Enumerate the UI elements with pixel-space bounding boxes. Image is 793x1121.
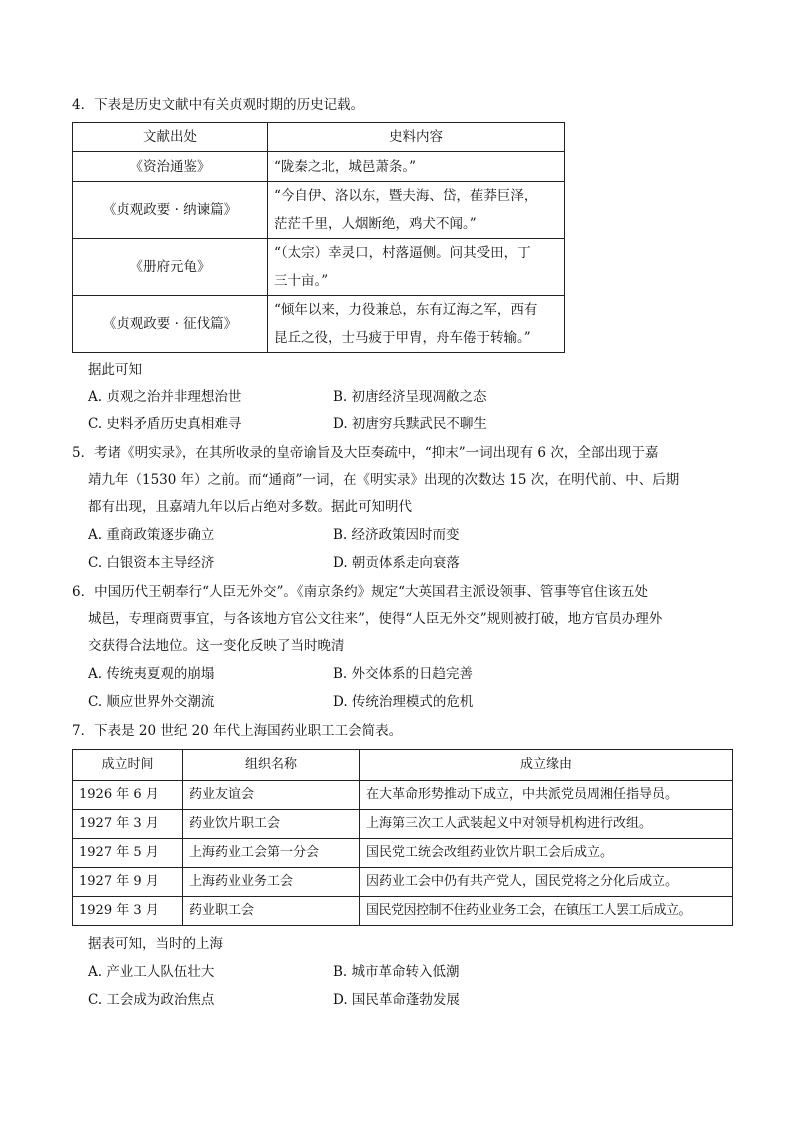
table-row [73, 897, 733, 926]
q6-option-a[interactable]: A. 传统夷夏观的崩塌 [88, 666, 215, 682]
q4-source-cell: 《资治通鉴》 [73, 152, 268, 182]
q7-date-cell: 1929 年 3 月 [73, 897, 183, 926]
q5-text-line: 5．考诸《明实录》，在其所收录的皇帝谕旨及大臣奏疏中，“抑末”一词出现有 6 次，全部出现于嘉 [72, 445, 659, 461]
q5-option-d[interactable]: D. 朝贡体系走向衰落 [333, 555, 460, 571]
q4-header-content: 史料内容 [268, 123, 565, 152]
q4-content-cell [268, 239, 565, 296]
table-row [73, 152, 565, 182]
q7-reason-cell: 国民党因控制不住药业业务工会，在镇压工人罢工后成立。 [360, 897, 733, 926]
q4-content-line: 茫茫千里，人烟断绝，鸡犬不闻。” [274, 216, 477, 232]
q4-content-cell [268, 296, 565, 353]
table-row [73, 839, 733, 868]
q4-content-line: 昆丘之役，士马疲于甲胄，舟车倦于转输。” [274, 330, 531, 346]
q7-reason-cell: 国民党工统会改组药业饮片职工会后成立。 [360, 839, 733, 868]
table-row [73, 781, 733, 810]
q5-text-line: 靖九年（1530 年）之前。而“通商”一词，在《明实录》出现的次数达 15 次，在明代前、中、后期 [88, 472, 680, 488]
q4-content-line: “（太宗）幸灵口，村落逼侧。问其受田，丁 [274, 245, 531, 261]
q7-name-cell: 药业饮片职工会 [183, 810, 360, 839]
q5-text-line: 都有出现，且嘉靖九年以后占绝对多数。据此可知明代 [88, 499, 412, 515]
q7-date-cell: 1926 年 6 月 [73, 781, 183, 810]
q7-option-c[interactable]: C. 工会成为政治焦点 [88, 992, 215, 1008]
q7-name-cell: 药业职工会 [183, 897, 360, 926]
table-row [73, 182, 565, 239]
q7-date-cell: 1927 年 5 月 [73, 839, 183, 868]
q6-text-line: 交获得合法地位。这一变化反映了当时晚清 [88, 638, 345, 654]
q7-option-a[interactable]: A. 产业工人队伍壮大 [88, 964, 215, 980]
q6-option-b[interactable]: B. 外交体系的日趋完善 [333, 666, 474, 682]
q5-option-c[interactable]: C. 白银资本主导经济 [88, 555, 215, 571]
q4-content-line: 三十亩。” [274, 273, 329, 289]
q7-option-b[interactable]: B. 城市革命转入低潮 [333, 964, 460, 980]
q4-content-line: “倾年以来，力役兼总，东有辽海之军，西有 [274, 302, 538, 318]
q5-option-b[interactable]: B. 经济政策因时而变 [333, 527, 460, 543]
table-row [73, 810, 733, 839]
q4-header-source: 文献出处 [73, 123, 268, 152]
q6-option-c[interactable]: C. 顺应世界外交潮流 [88, 694, 215, 710]
q7-header-name: 组织名称 [183, 750, 360, 781]
q5-option-a[interactable]: A. 重商政策逐步确立 [88, 527, 215, 543]
q7-header-reason: 成立缘由 [360, 750, 733, 781]
q7-reason-cell: 因药业工会中仍有共产党人，国民党将之分化后成立。 [360, 868, 733, 897]
q4-option-c[interactable]: C. 史料矛盾历史真相难寻 [88, 416, 242, 432]
q4-content-line: “陇秦之北，城邑萧条。” [274, 158, 417, 175]
q6-text-line: 6．中国历代王朝奉行“人臣无外交”。《南京条约》规定“大英国君主派设领事、管事等官住该五处 [72, 584, 649, 600]
q4-source-cell: 《册府元龟》 [73, 239, 268, 296]
q7-name-cell: 上海药业业务工会 [183, 868, 360, 897]
q7-date-cell: 1927 年 9 月 [73, 868, 183, 897]
q7-date-cell: 1927 年 3 月 [73, 810, 183, 839]
q7-name-cell: 上海药业工会第一分会 [183, 839, 360, 868]
q7-prompt: 据表可知，当时的上海 [88, 936, 223, 952]
q7-reason-cell: 上海第三次工人武装起义中对领导机构进行改组。 [360, 810, 733, 839]
q7-table [72, 749, 733, 926]
table-row [73, 239, 565, 296]
q7-reason-cell: 在大革命形势推动下成立，中共派党员周湘任指导员。 [360, 781, 733, 810]
q7-option-d[interactable]: D. 国民革命蓬勃发展 [333, 992, 460, 1008]
q7-stem: 7．下表是 20 世纪 20 年代上海国药业职工工会简表。 [72, 723, 403, 739]
q4-table [72, 122, 565, 353]
q6-text-line: 城邑，专理商贾事宜，与各该地方官公文往来”，使得“人臣无外交”规则被打破，地方官员办理外 [88, 611, 663, 627]
q4-prompt: 据此可知 [88, 362, 142, 378]
q4-content-cell [268, 182, 565, 239]
q6-option-d[interactable]: D. 传统治理模式的危机 [333, 694, 474, 710]
q4-option-d[interactable]: D. 初唐穷兵黩武民不聊生 [333, 416, 487, 432]
table-row [73, 296, 565, 353]
q4-source-cell: 《贞观政要 · 征伐篇》 [73, 296, 268, 353]
table-row [73, 868, 733, 897]
q4-source-cell: 《贞观政要 · 纳谏篇》 [73, 182, 268, 239]
q4-option-b[interactable]: B. 初唐经济呈现凋敝之态 [333, 389, 487, 405]
q4-stem: 4．下表是历史文献中有关贞观时期的历史记载。 [72, 97, 365, 113]
q4-content-line: “今自伊、洛以东，暨夫海、岱，萑莽巨泽， [274, 188, 538, 204]
q4-option-a[interactable]: A. 贞观之治并非理想治世 [88, 389, 242, 405]
q7-header-date: 成立时间 [73, 750, 183, 781]
q4-content-cell [268, 152, 565, 182]
q7-name-cell: 药业友谊会 [183, 781, 360, 810]
